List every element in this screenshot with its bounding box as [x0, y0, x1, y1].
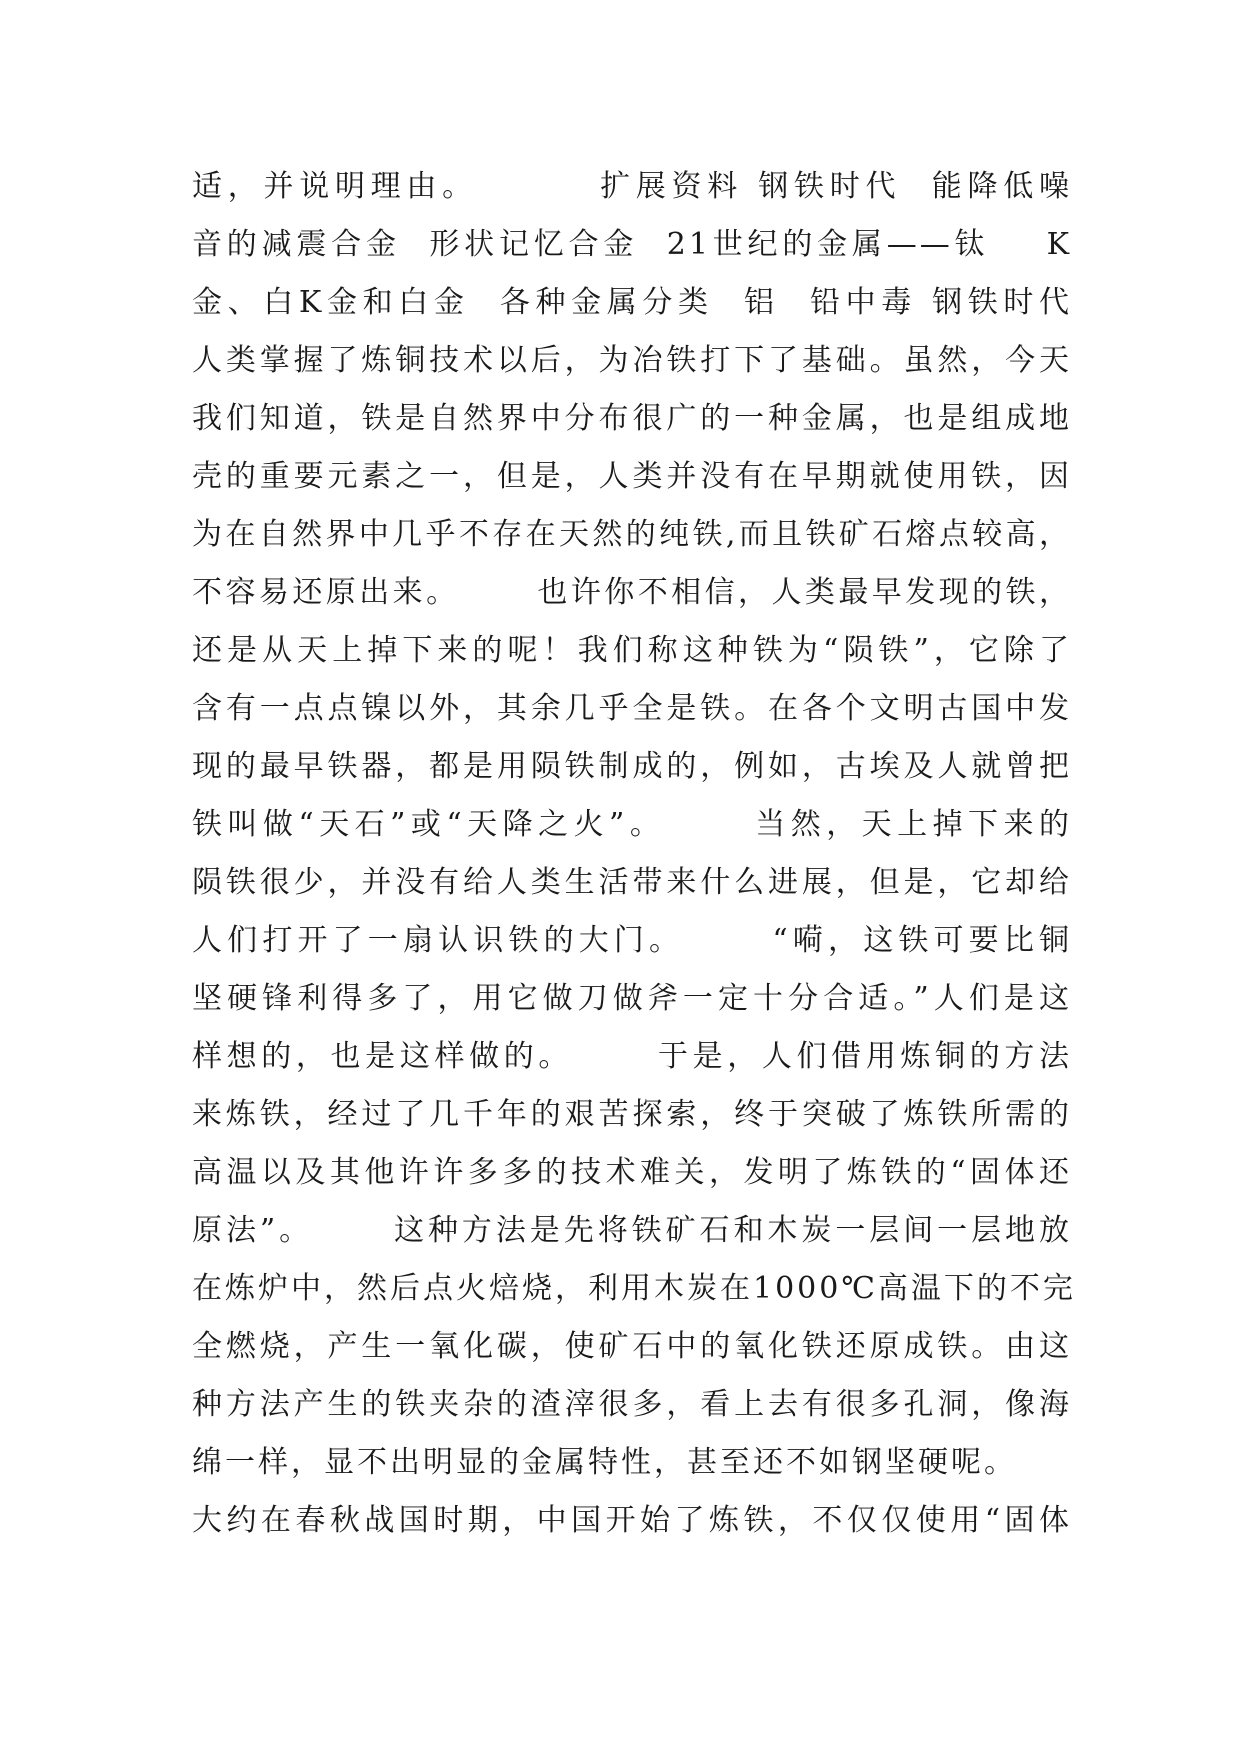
text-line: 陨铁很少，并没有给人类生活带来什么进展，但是，它却给 [192, 865, 1072, 900]
body-text [192, 158, 1076, 1550]
text-line: 不容易还原出来。 也许你不相信，人类最早发现的铁， [192, 575, 1072, 610]
text-line: 在炼炉中，然后点火焙烧，利用木炭在1000℃高温下的不完 [192, 1271, 1076, 1306]
text-line: 铁叫做“天石”或“天降之火”。 当然，天上掉下来的 [192, 807, 1072, 842]
text-line: 音的减震合金 形状记忆合金 21世纪的金属——钛 K [192, 227, 1072, 262]
text-line: 为在自然界中几乎不存在天然的纯铁,而且铁矿石熔点较高， [192, 517, 1072, 552]
text-line: 原法”。 这种方法是先将铁矿石和木炭一层间一层地放 [192, 1213, 1072, 1248]
text-line: 我们知道，铁是自然界中分布很广的一种金属，也是组成地 [192, 401, 1072, 436]
text-line: 壳的重要元素之一，但是，人类并没有在早期就使用铁，因 [192, 459, 1072, 494]
text-line: 样想的，也是这样做的。 于是，人们借用炼铜的方法 [192, 1039, 1072, 1074]
text-line: 坚硬锋利得多了，用它做刀做斧一定十分合适。”人们是这 [192, 981, 1072, 1016]
text-line: 种方法产生的铁夹杂的渣滓很多，看上去有很多孔洞，像海 [192, 1387, 1072, 1422]
text-line: 来炼铁，经过了几千年的艰苦探索，终于突破了炼铁所需的 [192, 1097, 1072, 1132]
text-line: 人类掌握了炼铜技术以后，为冶铁打下了基础。虽然，今天 [192, 343, 1072, 378]
text-line: 高温以及其他许许多多的技术难关，发明了炼铁的“固体还 [192, 1155, 1072, 1190]
text-line: 适，并说明理由。 扩展资料 钢铁时代 能降低噪 [192, 169, 1072, 204]
text-line: 绵一样，显不出明显的金属特性，甚至还不如钢坚硬呢。 [192, 1445, 1017, 1480]
text-line: 含有一点点镍以外，其余几乎全是铁。在各个文明古国中发 [192, 691, 1072, 726]
text-line: 人们打开了一扇认识铁的大门。 “嗬，这铁可要比铜 [192, 923, 1072, 958]
text-line: 现的最早铁器，都是用陨铁制成的，例如，古埃及人就曾把 [192, 749, 1072, 784]
text-line: 还是从天上掉下来的呢！我们称这种铁为“陨铁”，它除了 [192, 633, 1072, 668]
text-line: 金、白K金和白金 各种金属分类 铝 铅中毒 钢铁时代 [192, 285, 1072, 320]
text-line: 大约在春秋战国时期，中国开始了炼铁，不仅仅使用“固体 [192, 1503, 1072, 1538]
text-line: 全燃烧，产生一氧化碳，使矿石中的氧化铁还原成铁。由这 [192, 1329, 1072, 1364]
